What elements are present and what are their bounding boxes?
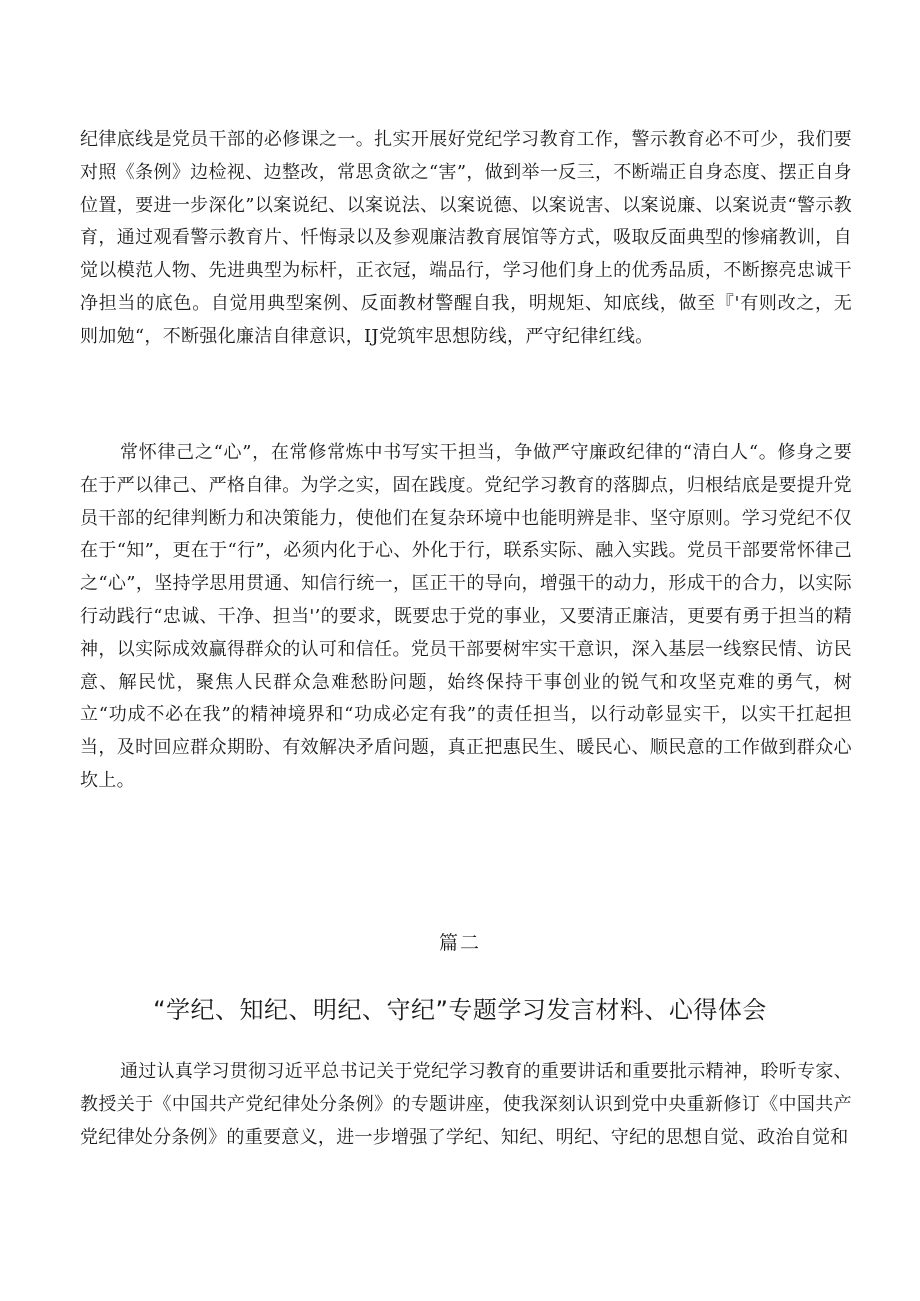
body-paragraph-2: 常怀律己之“心”，在常修常炼中书写实干担当，争做严守廉政纪律的“清白人“。修身之要在于严以律己、严格自律。为学之实，固在践度。党纪学习教育的落脚点，归根结底是要提升党员干部的纪律判断力和决策能力，使他们在复杂环境中也能明辨是非、坚守原则。学习党纪不仅在于“知”，更在于“行”，必须内化于心、外化于行，联系实际、融入实践。党员干部要常怀律己之“心”，坚持学思用贯通、知信行统一，匡正干的导向，增强干的动力，形成干的合力，以实际行动践行“忠诚、干净、担当'’的要求，既要忠于党的事业，又要清正廉洁，更要有勇于担当的精神，以实际成效赢得群众的认可和信任。党员干部要树牢实干意识，深入基层一线察民情、访民意、解民忧，聚焦人民群众急难愁盼问题，始终保持干事创业的锐气和攻坚克难的勇气，树立“功成不必在我”的精神境界和“功成必定有我”的责任担当，以行动彰显实干，以实干扛起担当，及时回应群众期盼、有效解决矛盾问题，真正把惠民生、暖民心、顺民意的工作做到群众心坎上。 [80,442,852,791]
body-paragraph-1: 纪律底线是党员干部的必修课之一。扎实开展好党纪学习教育工作，警示教育必不可少，我们要对照《条例》边检视、边整改，常思贪欲之“害”，做到举一反三，不断端正自身态度、摆正自身位置，要进一步深化”以案说纪、以案说法、以案说德、以案说害、以案说廉、以案说责“警示教育，通过观看警示教育片、忏悔录以及参观廉洁教育展馆等方式，吸取反面典型的惨痛教训，自觉以模范人物、先进典型为标杆，正衣冠，端品行，学习他们身上的优秀品质，不断擦亮忠诚干净担当的底色。自觉用典型案例、反面教材警醒自我，明规矩、知底线，做至『'有则改之，无则加勉“，不断强化廉洁自律意识，IJ党筑牢思想防线，严守纪律红线。 [80,129,852,347]
body-paragraph-3: 通过认真学习贯彻习近平总书记关于党纪学习教育的重要讲话和重要批示精神，聆听专家、教授关于《中国共产党纪律处分条例》的专题讲座，使我深刻认识到党中央重新修订《中国共产党纪律处分条例》的重要意义，进一步增强了学纪、知纪、明纪、守纪的思想自觉、政治自觉和 [80,1061,852,1148]
document-title: “学纪、知纪、明纪、守纪”专题学习发言材料、心得体会 [153,996,767,1024]
section-label: 篇二 [438,932,481,954]
